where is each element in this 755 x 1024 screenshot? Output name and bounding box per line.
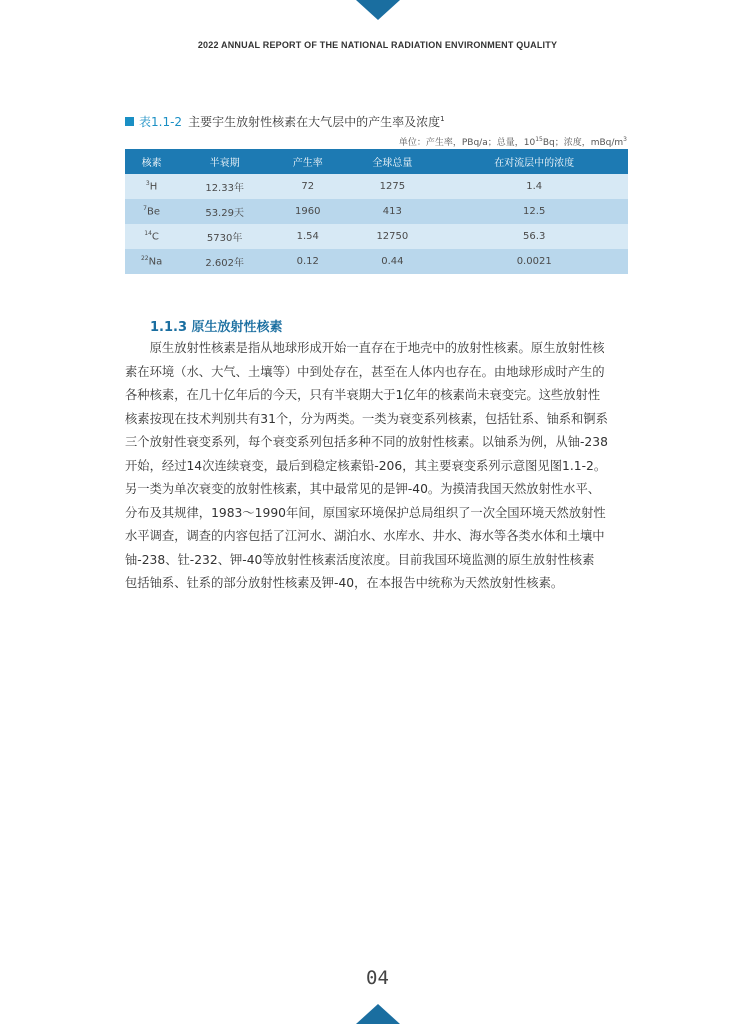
col-header: 核素 <box>125 149 178 174</box>
paragraph-line: 素在环境（水、大气、土壤等）中到处存在，甚至在人体内也存在。由地球形成时产生的 <box>125 364 605 379</box>
concentration-cell: 56.3 <box>440 224 628 249</box>
table-title-text: 主要宇生放射性核素在大气层中的产生率及浓度 <box>188 115 441 129</box>
paragraph-line: 原生放射性核素是指从地球形成开始一直存在于地壳中的放射性核素。原生放射性核 <box>125 341 605 355</box>
paragraph-line: 核素按现在技术判别共有31个，分为两类。一类为衰变系列核素，包括钍系、铀系和锕系 <box>125 411 608 426</box>
table-caption <box>125 113 445 130</box>
body-paragraph <box>125 337 630 596</box>
col-header: 全球总量 <box>344 149 440 174</box>
rate-cell: 0.12 <box>271 249 344 274</box>
nuclide-cell: $^7$Be <box>125 199 178 224</box>
table-row <box>125 199 628 224</box>
nuclide-cell: $^{22}$Na <box>125 249 178 274</box>
nuclide-cell: $^{14}$C <box>125 224 178 249</box>
half-life-cell: 53.29天 <box>178 199 271 224</box>
table-row <box>125 224 628 249</box>
col-header: 半衰期 <box>178 149 271 174</box>
concentration-cell: 1.4 <box>440 174 628 199</box>
col-header: 在对流层中的浓度 <box>440 149 628 174</box>
paragraph-line: 包括铀系、钍系的部分放射性核素及钾-40，在本报告中统称为天然放射性核素。 <box>125 576 564 590</box>
total-cell: 12750 <box>344 224 440 249</box>
bottom-triangle-decoration <box>356 1004 400 1024</box>
table-number: 表1.1-2 <box>139 115 183 129</box>
half-life-cell: 2.602年 <box>178 249 271 274</box>
col-header: 产生率 <box>271 149 344 174</box>
total-cell: 1275 <box>344 174 440 199</box>
table-row <box>125 174 628 199</box>
table-unit-note: 单位：产生率，PBq/a；总量，$10^{15}Bq$；浓度，mBq/$m^3$ <box>398 136 627 148</box>
half-life-cell: 12.33年 <box>178 174 271 199</box>
rate-cell: 1.54 <box>271 224 344 249</box>
running-header: 2022 ANNUAL REPORT OF THE NATIONAL RADIATION ENVIRONMENT QUALITY <box>197 40 558 50</box>
nuclide-cell: $^3$H <box>125 174 178 199</box>
paragraph-line: 水平调查，调查的内容包括了江河水、湖泊水、水库水、井水、海水等各类水体和土壤中 <box>125 529 605 543</box>
concentration-cell: 12.5 <box>440 199 628 224</box>
section-heading: 1.1.3 原生放射性核素 <box>150 320 283 335</box>
paragraph-line: 开始，经过14次连续衰变，最后到稳定核素铅-206，其主要衰变系列示意图见图1.1-2。 <box>125 458 607 473</box>
paragraph-line: 各种核素，在几十亿年后的今天，只有半衰期大于1亿年的核素尚未衰变完。这些放射性 <box>125 388 601 402</box>
paragraph-line: 铀-238、钍-232、钾-40等放射性核素活度浓度。目前我国环境监测的原生放射性核素 <box>125 552 595 567</box>
caption-square-icon <box>125 117 134 126</box>
table-row <box>125 249 628 274</box>
total-cell: 0.44 <box>344 249 440 274</box>
rate-cell: 1960 <box>271 199 344 224</box>
concentration-cell: 0.0021 <box>440 249 628 274</box>
half-life-cell: 5730年 <box>178 224 271 249</box>
paragraph-line: 分布及其规律，1983～1990年间，原国家环境保护总局组织了一次全国环境天然放射性 <box>125 505 606 520</box>
paragraph-line: 三个放射性衰变系列，每个衰变系列包括多种不同的放射性核素。以铀系为例，从铀-238 <box>125 435 608 449</box>
footnote-mark: 1 <box>440 115 445 123</box>
paragraph-line: 另一类为单次衰变的放射性核素，其中最常见的是钾-40。为摸清我国天然放射性水平、 <box>125 482 601 496</box>
nuclide-table <box>125 149 628 274</box>
table-header-row <box>125 149 628 174</box>
rate-cell: 72 <box>271 174 344 199</box>
total-cell: 413 <box>344 199 440 224</box>
page-number: 04 <box>366 967 389 989</box>
top-triangle-decoration <box>356 0 400 20</box>
